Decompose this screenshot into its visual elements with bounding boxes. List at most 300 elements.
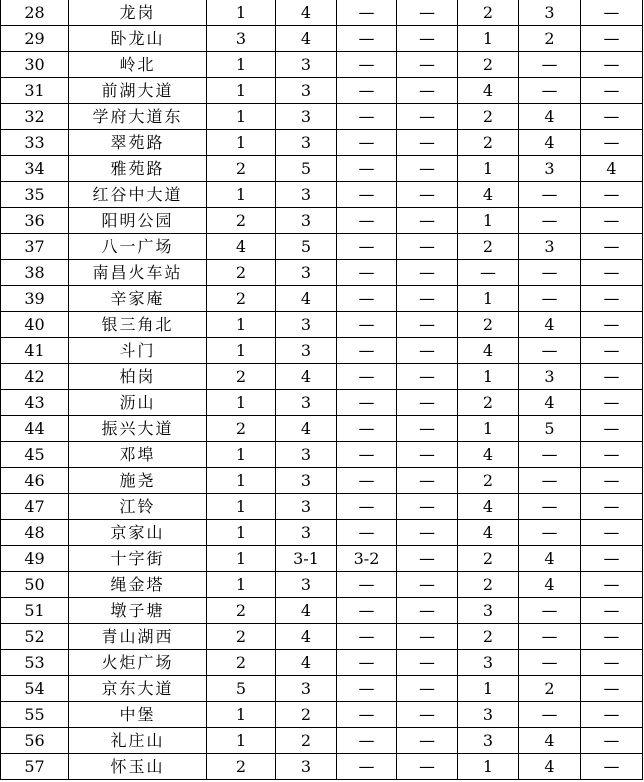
cell-col-6: — xyxy=(397,312,458,338)
cell-col-6: — xyxy=(397,624,458,650)
table-row xyxy=(1,390,643,416)
cell-col-9: — xyxy=(581,260,643,286)
cell-col-6: — xyxy=(397,598,458,624)
table-row xyxy=(1,754,643,780)
table-row xyxy=(1,650,643,676)
cell-col-7: 1 xyxy=(458,364,519,390)
table-row xyxy=(1,442,643,468)
cell-row-number: 31 xyxy=(1,78,69,104)
cell-col-9: — xyxy=(581,390,643,416)
cell-row-number: 29 xyxy=(1,26,69,52)
cell-col-3: 1 xyxy=(207,442,276,468)
cell-station-name: 柏岗 xyxy=(69,364,207,390)
cell-station-name: 火炬广场 xyxy=(69,650,207,676)
cell-col-5: — xyxy=(337,702,397,728)
cell-col-6: — xyxy=(397,728,458,754)
cell-col-4: 3 xyxy=(276,130,337,156)
cell-col-5: — xyxy=(337,0,397,26)
cell-col-5: — xyxy=(337,754,397,780)
cell-col-4: 4 xyxy=(276,624,337,650)
cell-col-6: — xyxy=(397,208,458,234)
cell-station-name: 斗门 xyxy=(69,338,207,364)
cell-row-number: 50 xyxy=(1,572,69,598)
cell-col-4: 3 xyxy=(276,78,337,104)
cell-row-number: 53 xyxy=(1,650,69,676)
cell-col-3: 2 xyxy=(207,364,276,390)
cell-row-number: 47 xyxy=(1,494,69,520)
cell-col-7: 4 xyxy=(458,338,519,364)
cell-col-4: 4 xyxy=(276,0,337,26)
cell-col-9: — xyxy=(581,234,643,260)
cell-col-4: 2 xyxy=(276,702,337,728)
cell-station-name: 京家山 xyxy=(69,520,207,546)
table-row xyxy=(1,104,643,130)
cell-col-4: 3 xyxy=(276,468,337,494)
cell-col-4: 4 xyxy=(276,26,337,52)
cell-col-8: — xyxy=(519,338,581,364)
cell-col-9: — xyxy=(581,364,643,390)
cell-col-7: 3 xyxy=(458,598,519,624)
table-row xyxy=(1,416,643,442)
cell-col-3: 1 xyxy=(207,130,276,156)
cell-col-4: 3 xyxy=(276,572,337,598)
cell-col-8: 4 xyxy=(519,754,581,780)
cell-row-number: 30 xyxy=(1,52,69,78)
cell-col-5: — xyxy=(337,598,397,624)
cell-station-name: 施尧 xyxy=(69,468,207,494)
cell-col-8: — xyxy=(519,260,581,286)
cell-station-name: 青山湖西 xyxy=(69,624,207,650)
table-row xyxy=(1,702,643,728)
cell-col-9: — xyxy=(581,0,643,26)
cell-col-7: 2 xyxy=(458,546,519,572)
cell-col-9: — xyxy=(581,624,643,650)
cell-col-4: 5 xyxy=(276,156,337,182)
cell-row-number: 48 xyxy=(1,520,69,546)
cell-col-5: — xyxy=(337,676,397,702)
cell-col-7: — xyxy=(458,260,519,286)
cell-col-7: 1 xyxy=(458,26,519,52)
cell-col-8: — xyxy=(519,52,581,78)
cell-col-5: — xyxy=(337,624,397,650)
table-row xyxy=(1,156,643,182)
cell-col-9: — xyxy=(581,78,643,104)
cell-station-name: 学府大道东 xyxy=(69,104,207,130)
cell-col-9: — xyxy=(581,104,643,130)
cell-col-5: — xyxy=(337,650,397,676)
cell-col-3: 1 xyxy=(207,494,276,520)
table-row xyxy=(1,26,643,52)
table-row xyxy=(1,520,643,546)
cell-col-7: 1 xyxy=(458,416,519,442)
cell-row-number: 51 xyxy=(1,598,69,624)
cell-col-8: 4 xyxy=(519,546,581,572)
cell-col-7: 3 xyxy=(458,702,519,728)
cell-col-8: — xyxy=(519,468,581,494)
cell-col-7: 2 xyxy=(458,234,519,260)
table-row xyxy=(1,182,643,208)
table-row xyxy=(1,0,643,26)
cell-col-8: 5 xyxy=(519,416,581,442)
cell-col-7: 2 xyxy=(458,130,519,156)
cell-col-4: 3 xyxy=(276,182,337,208)
table-row xyxy=(1,312,643,338)
cell-col-4: 4 xyxy=(276,364,337,390)
cell-col-7: 2 xyxy=(458,52,519,78)
cell-col-6: — xyxy=(397,702,458,728)
cell-col-7: 3 xyxy=(458,728,519,754)
cell-col-3: 1 xyxy=(207,520,276,546)
cell-col-9: 4 xyxy=(581,156,643,182)
cell-col-7: 1 xyxy=(458,754,519,780)
cell-station-name: 墩子塘 xyxy=(69,598,207,624)
cell-col-9: — xyxy=(581,754,643,780)
cell-col-4: 4 xyxy=(276,286,337,312)
cell-col-9: — xyxy=(581,442,643,468)
cell-col-3: 5 xyxy=(207,676,276,702)
cell-row-number: 49 xyxy=(1,546,69,572)
table-row xyxy=(1,130,643,156)
cell-row-number: 28 xyxy=(1,0,69,26)
cell-col-4: 3 xyxy=(276,494,337,520)
cell-col-6: — xyxy=(397,0,458,26)
cell-station-name: 八一广场 xyxy=(69,234,207,260)
cell-col-6: — xyxy=(397,676,458,702)
cell-col-8: 4 xyxy=(519,390,581,416)
cell-col-5: — xyxy=(337,338,397,364)
cell-col-6: — xyxy=(397,286,458,312)
cell-station-name: 翠苑路 xyxy=(69,130,207,156)
cell-col-5: — xyxy=(337,26,397,52)
cell-col-9: — xyxy=(581,286,643,312)
table-row xyxy=(1,468,643,494)
cell-row-number: 46 xyxy=(1,468,69,494)
cell-station-name: 京东大道 xyxy=(69,676,207,702)
cell-row-number: 57 xyxy=(1,754,69,780)
cell-col-7: 4 xyxy=(458,494,519,520)
cell-station-name: 振兴大道 xyxy=(69,416,207,442)
cell-col-6: — xyxy=(397,754,458,780)
cell-col-4: 3 xyxy=(276,52,337,78)
cell-row-number: 37 xyxy=(1,234,69,260)
cell-row-number: 52 xyxy=(1,624,69,650)
cell-col-3: 2 xyxy=(207,598,276,624)
cell-col-9: — xyxy=(581,416,643,442)
cell-station-name: 前湖大道 xyxy=(69,78,207,104)
cell-station-name: 十字街 xyxy=(69,546,207,572)
cell-col-3: 1 xyxy=(207,78,276,104)
cell-col-8: 3 xyxy=(519,0,581,26)
cell-station-name: 怀玉山 xyxy=(69,754,207,780)
cell-col-5: — xyxy=(337,52,397,78)
table-row xyxy=(1,338,643,364)
cell-col-7: 2 xyxy=(458,390,519,416)
cell-row-number: 55 xyxy=(1,702,69,728)
cell-station-name: 绳金塔 xyxy=(69,572,207,598)
cell-col-7: 4 xyxy=(458,442,519,468)
cell-station-name: 中堡 xyxy=(69,702,207,728)
cell-row-number: 42 xyxy=(1,364,69,390)
cell-col-9: — xyxy=(581,338,643,364)
cell-col-7: 2 xyxy=(458,624,519,650)
cell-col-9: — xyxy=(581,312,643,338)
cell-col-9: — xyxy=(581,520,643,546)
cell-col-5: — xyxy=(337,442,397,468)
table-row xyxy=(1,546,643,572)
cell-col-5: — xyxy=(337,494,397,520)
cell-row-number: 39 xyxy=(1,286,69,312)
cell-col-7: 2 xyxy=(458,312,519,338)
cell-station-name: 龙岗 xyxy=(69,0,207,26)
cell-col-6: — xyxy=(397,390,458,416)
cell-col-4: 3 xyxy=(276,676,337,702)
cell-col-6: — xyxy=(397,520,458,546)
cell-col-9: — xyxy=(581,676,643,702)
cell-row-number: 44 xyxy=(1,416,69,442)
cell-col-4: 4 xyxy=(276,650,337,676)
cell-col-7: 1 xyxy=(458,676,519,702)
cell-col-6: — xyxy=(397,52,458,78)
cell-station-name: 邓埠 xyxy=(69,442,207,468)
table-row xyxy=(1,676,643,702)
table-row xyxy=(1,728,643,754)
cell-col-8: 4 xyxy=(519,104,581,130)
cell-col-6: — xyxy=(397,104,458,130)
table-row xyxy=(1,364,643,390)
cell-col-5: — xyxy=(337,130,397,156)
cell-col-8: 3 xyxy=(519,364,581,390)
table-row xyxy=(1,234,643,260)
cell-col-8: 4 xyxy=(519,130,581,156)
cell-col-8: 4 xyxy=(519,572,581,598)
cell-col-8: — xyxy=(519,286,581,312)
cell-col-7: 4 xyxy=(458,78,519,104)
cell-station-name: 江铃 xyxy=(69,494,207,520)
cell-col-8: 4 xyxy=(519,728,581,754)
cell-col-6: — xyxy=(397,130,458,156)
cell-col-5: — xyxy=(337,312,397,338)
cell-col-4: 5 xyxy=(276,234,337,260)
cell-col-6: — xyxy=(397,468,458,494)
cell-col-3: 1 xyxy=(207,312,276,338)
cell-col-4: 4 xyxy=(276,416,337,442)
cell-col-9: — xyxy=(581,208,643,234)
cell-col-9: — xyxy=(581,130,643,156)
cell-col-3: 1 xyxy=(207,572,276,598)
cell-col-8: 3 xyxy=(519,156,581,182)
cell-col-7: 1 xyxy=(458,208,519,234)
cell-col-3: 2 xyxy=(207,260,276,286)
cell-col-5: — xyxy=(337,260,397,286)
cell-col-5: — xyxy=(337,572,397,598)
cell-station-name: 阳明公园 xyxy=(69,208,207,234)
cell-col-9: — xyxy=(581,52,643,78)
cell-col-3: 1 xyxy=(207,390,276,416)
cell-col-5: — xyxy=(337,520,397,546)
cell-col-6: — xyxy=(397,156,458,182)
cell-col-4: 3-1 xyxy=(276,546,337,572)
table-row xyxy=(1,286,643,312)
cell-col-9: — xyxy=(581,182,643,208)
cell-col-3: 2 xyxy=(207,624,276,650)
cell-col-8: — xyxy=(519,598,581,624)
cell-col-5: — xyxy=(337,208,397,234)
cell-col-6: — xyxy=(397,78,458,104)
cell-col-9: — xyxy=(581,26,643,52)
cell-row-number: 38 xyxy=(1,260,69,286)
table-row xyxy=(1,494,643,520)
cell-col-4: 3 xyxy=(276,442,337,468)
cell-row-number: 43 xyxy=(1,390,69,416)
table-row xyxy=(1,572,643,598)
cell-station-name: 卧龙山 xyxy=(69,26,207,52)
cell-col-3: 1 xyxy=(207,52,276,78)
cell-col-4: 3 xyxy=(276,338,337,364)
cell-col-7: 1 xyxy=(458,156,519,182)
cell-col-8: — xyxy=(519,520,581,546)
table-row xyxy=(1,598,643,624)
cell-col-6: — xyxy=(397,364,458,390)
cell-col-8: — xyxy=(519,650,581,676)
cell-col-9: — xyxy=(581,728,643,754)
cell-station-name: 沥山 xyxy=(69,390,207,416)
cell-station-name: 雅苑路 xyxy=(69,156,207,182)
cell-col-3: 1 xyxy=(207,182,276,208)
cell-col-8: — xyxy=(519,78,581,104)
cell-col-4: 2 xyxy=(276,728,337,754)
table-row xyxy=(1,78,643,104)
cell-col-8: — xyxy=(519,702,581,728)
cell-col-6: — xyxy=(397,546,458,572)
cell-col-6: — xyxy=(397,338,458,364)
cell-col-7: 4 xyxy=(458,520,519,546)
cell-col-8: 2 xyxy=(519,26,581,52)
cell-col-3: 1 xyxy=(207,702,276,728)
cell-col-3: 2 xyxy=(207,650,276,676)
cell-col-5: — xyxy=(337,364,397,390)
cell-col-7: 2 xyxy=(458,104,519,130)
cell-col-6: — xyxy=(397,234,458,260)
cell-col-9: — xyxy=(581,468,643,494)
cell-col-3: 1 xyxy=(207,546,276,572)
cell-col-4: 3 xyxy=(276,520,337,546)
cell-col-4: 3 xyxy=(276,754,337,780)
cell-col-8: 3 xyxy=(519,234,581,260)
cell-col-6: — xyxy=(397,494,458,520)
cell-col-8: — xyxy=(519,182,581,208)
cell-station-name: 辛家庵 xyxy=(69,286,207,312)
cell-col-9: — xyxy=(581,598,643,624)
cell-col-8: 4 xyxy=(519,312,581,338)
cell-col-8: — xyxy=(519,494,581,520)
cell-col-5: — xyxy=(337,728,397,754)
cell-col-4: 3 xyxy=(276,260,337,286)
cell-col-3: 4 xyxy=(207,234,276,260)
cell-col-7: 1 xyxy=(458,286,519,312)
cell-col-8: — xyxy=(519,442,581,468)
cell-station-name: 南昌火车站 xyxy=(69,260,207,286)
cell-col-8: 2 xyxy=(519,676,581,702)
cell-station-name: 礼庄山 xyxy=(69,728,207,754)
cell-col-5: — xyxy=(337,78,397,104)
cell-col-3: 2 xyxy=(207,156,276,182)
cell-row-number: 41 xyxy=(1,338,69,364)
cell-col-5: 3-2 xyxy=(337,546,397,572)
cell-col-5: — xyxy=(337,468,397,494)
cell-col-3: 1 xyxy=(207,338,276,364)
cell-col-5: — xyxy=(337,390,397,416)
cell-col-5: — xyxy=(337,104,397,130)
cell-col-6: — xyxy=(397,442,458,468)
table-row xyxy=(1,52,643,78)
cell-col-9: — xyxy=(581,494,643,520)
cell-row-number: 33 xyxy=(1,130,69,156)
cell-row-number: 35 xyxy=(1,182,69,208)
cell-col-9: — xyxy=(581,702,643,728)
cell-col-6: — xyxy=(397,260,458,286)
cell-col-4: 3 xyxy=(276,208,337,234)
cell-row-number: 54 xyxy=(1,676,69,702)
cell-col-3: 1 xyxy=(207,0,276,26)
table-row xyxy=(1,260,643,286)
table-row xyxy=(1,624,643,650)
cell-col-7: 4 xyxy=(458,182,519,208)
cell-col-7: 3 xyxy=(458,650,519,676)
cell-row-number: 45 xyxy=(1,442,69,468)
cell-station-name: 岭北 xyxy=(69,52,207,78)
cell-row-number: 32 xyxy=(1,104,69,130)
cell-col-5: — xyxy=(337,286,397,312)
cell-col-3: 1 xyxy=(207,468,276,494)
cell-row-number: 40 xyxy=(1,312,69,338)
cell-col-6: — xyxy=(397,182,458,208)
cell-col-8: — xyxy=(519,624,581,650)
cell-col-5: — xyxy=(337,416,397,442)
cell-station-name: 红谷中大道 xyxy=(69,182,207,208)
cell-station-name: 银三角北 xyxy=(69,312,207,338)
cell-col-5: — xyxy=(337,156,397,182)
cell-col-4: 3 xyxy=(276,390,337,416)
cell-col-6: — xyxy=(397,572,458,598)
cell-col-9: — xyxy=(581,650,643,676)
cell-col-6: — xyxy=(397,416,458,442)
cell-col-6: — xyxy=(397,26,458,52)
table-body xyxy=(1,0,643,780)
cell-col-4: 4 xyxy=(276,598,337,624)
table-row xyxy=(1,208,643,234)
cell-col-4: 3 xyxy=(276,312,337,338)
cell-col-9: — xyxy=(581,572,643,598)
cell-row-number: 56 xyxy=(1,728,69,754)
cell-row-number: 34 xyxy=(1,156,69,182)
cell-col-5: — xyxy=(337,234,397,260)
cell-col-5: — xyxy=(337,182,397,208)
cell-col-3: 2 xyxy=(207,286,276,312)
cell-col-3: 1 xyxy=(207,104,276,130)
cell-col-6: — xyxy=(397,650,458,676)
cell-col-4: 3 xyxy=(276,104,337,130)
cell-col-7: 2 xyxy=(458,468,519,494)
cell-col-3: 2 xyxy=(207,208,276,234)
cell-col-7: 2 xyxy=(458,0,519,26)
cell-row-number: 36 xyxy=(1,208,69,234)
cell-col-3: 1 xyxy=(207,728,276,754)
cell-col-3: 2 xyxy=(207,416,276,442)
cell-col-3: 2 xyxy=(207,754,276,780)
cell-col-7: 2 xyxy=(458,572,519,598)
cell-col-9: — xyxy=(581,546,643,572)
cell-col-3: 3 xyxy=(207,26,276,52)
